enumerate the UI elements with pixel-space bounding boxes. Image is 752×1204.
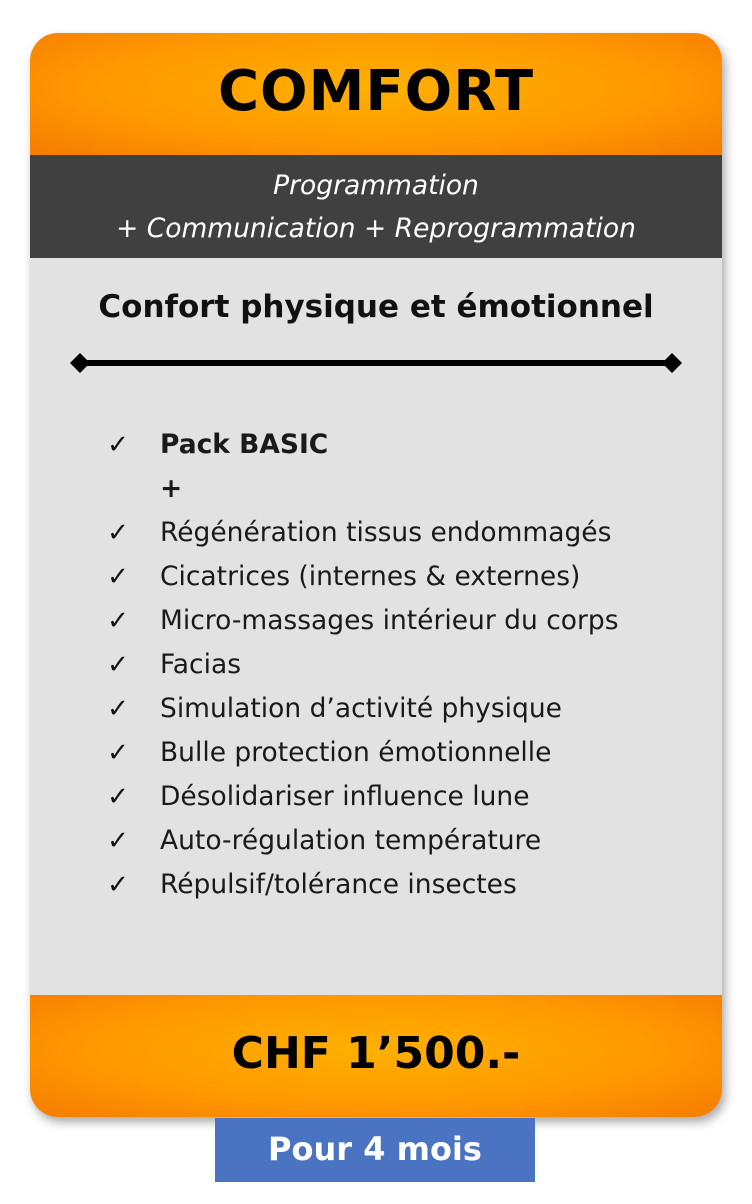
feature-label: Micro-massages intérieur du corps	[160, 605, 619, 636]
check-icon: ✓	[107, 782, 129, 812]
card-header	[30, 33, 722, 155]
check-icon: ✓	[107, 430, 129, 460]
plan-subtitle: Confort physique et émotionnel	[98, 289, 654, 325]
list-item-base-pack	[98, 423, 619, 467]
plan-title: COMFORT	[217, 58, 535, 124]
list-item	[98, 687, 619, 731]
feature-label: Simulation d’activité physique	[160, 693, 562, 724]
check-icon: ✓	[107, 562, 129, 592]
check-icon: ✓	[107, 606, 129, 636]
feature-label: Désolidariser influence lune	[160, 781, 530, 812]
check-icon: ✓	[107, 518, 129, 548]
divider-line	[68, 347, 684, 379]
check-icon: ✓	[107, 694, 129, 724]
check-icon: ✓	[107, 738, 129, 768]
list-item	[98, 643, 619, 687]
pricing-card	[30, 33, 722, 1117]
plus-sign: +	[160, 473, 183, 504]
feature-label: Régénération tissus endommagés	[160, 517, 612, 548]
base-pack-label: Pack BASIC	[160, 429, 329, 460]
list-item	[98, 731, 619, 775]
check-icon: ✓	[107, 870, 129, 900]
feature-label: Bulle protection émotionnelle	[160, 737, 552, 768]
check-icon: ✓	[107, 826, 129, 856]
check-icon: ✓	[107, 650, 129, 680]
feature-label: Auto-régulation température	[160, 825, 542, 856]
feature-label: Répulsif/tolérance insectes	[160, 869, 517, 900]
list-item-plus	[98, 467, 619, 511]
price-label: CHF 1’500.-	[231, 1027, 521, 1079]
list-item	[98, 819, 619, 863]
subheader-line-2: + Communication + Reprogrammation	[116, 213, 636, 244]
plan-subheader	[30, 155, 722, 258]
list-item	[98, 863, 619, 907]
list-item	[98, 511, 619, 555]
subheader-line-1: Programmation	[273, 170, 479, 201]
duration-badge: Pour 4 mois	[215, 1118, 535, 1182]
list-item	[98, 555, 619, 599]
feature-label: Facias	[160, 649, 242, 680]
card-footer	[30, 995, 722, 1117]
list-item	[98, 775, 619, 819]
feature-list	[98, 423, 619, 907]
list-item	[98, 599, 619, 643]
feature-label: Cicatrices (internes & externes)	[160, 561, 581, 592]
